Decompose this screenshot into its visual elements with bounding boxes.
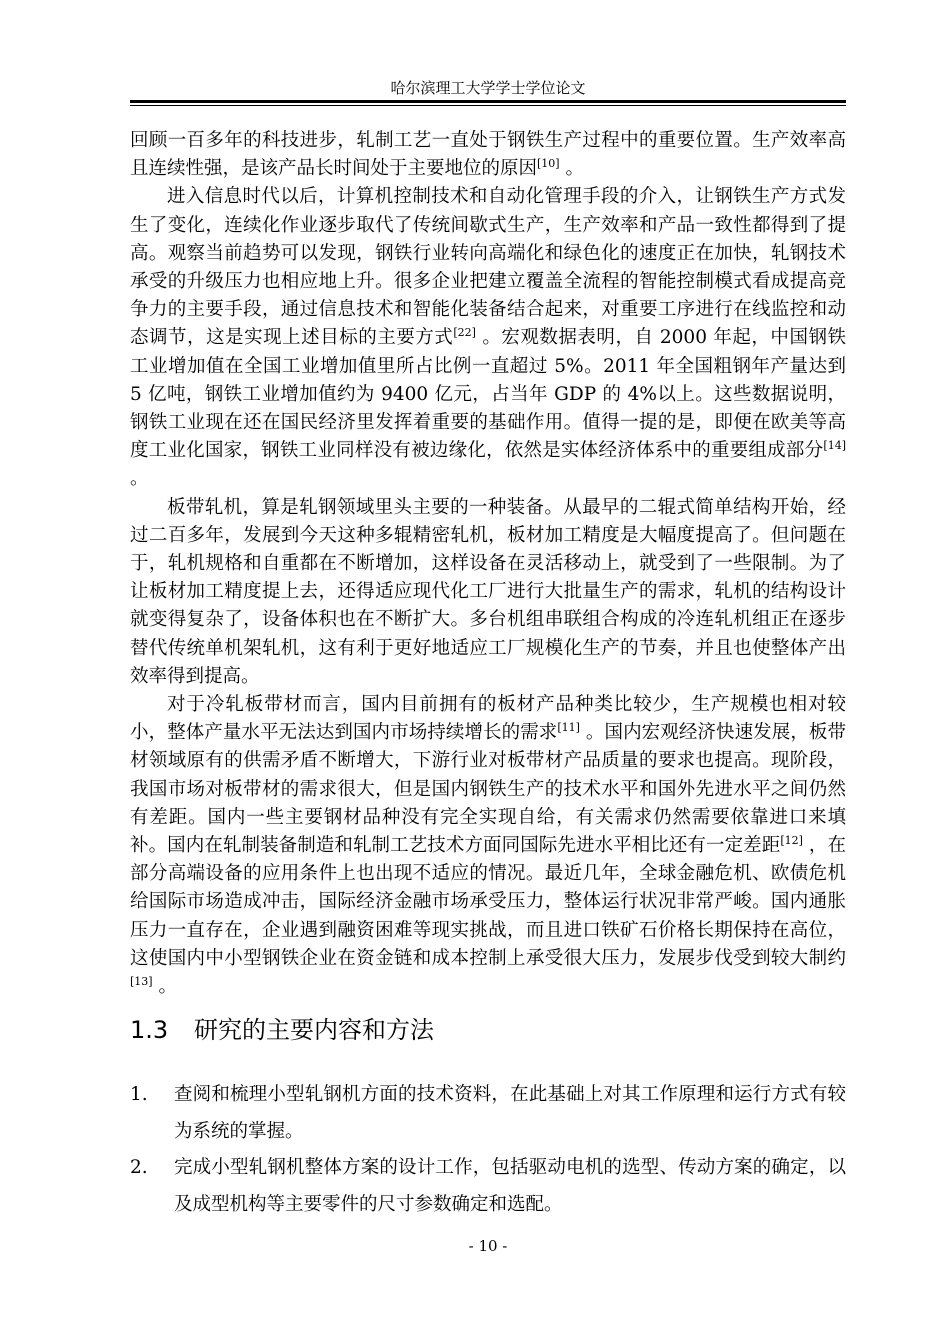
list-item-text: 查阅和梳理小型轧钢机方面的技术资料，在此基础上对其工作原理和运行方式有较为系统的掌握。 — [174, 1084, 846, 1142]
citation-ref: [14] — [823, 439, 846, 453]
citation-ref: [10] — [537, 157, 560, 171]
header-rule-thin — [130, 105, 846, 106]
page-number: - 10 - — [468, 1237, 508, 1255]
body-text — [130, 127, 846, 1001]
paragraph-text: 回顾一百多年的科技进步，轧制工艺一直处于钢铁生产过程中的重要位置。生产效率高且连续性强，是该产品长时间处于主要地位的原因 — [130, 130, 846, 180]
list-item-text: 完成小型轧钢机整体方案的设计工作，包括驱动电机的选型、传动方案的确定，以及成型机构等主要零件的尺寸参数确定和选配。 — [174, 1157, 846, 1215]
paragraph — [130, 127, 846, 183]
section-number: 1.3 — [130, 1016, 169, 1044]
list-item — [130, 1150, 846, 1223]
paragraph-text: 。 — [559, 158, 584, 180]
citation-ref: [11] — [557, 721, 580, 735]
header-rule-thick — [130, 100, 846, 103]
paragraph-text: 板带轧机，算是轧钢领域里头主要的一种装备。从最早的二辊式简单结构开始，经过二百多年，发展到今天这种多辊精密轧机，板材加工精度是大幅度提高了。但问题在于，轧机规格和自重都在不断增加，这样设备在灵活移动上，就受到了一些限制。为了让板材加工精度提上去，还得适应现代化工厂进行大批量生产的需求，轧机的结构设计就变得复杂了，设备体积也在不断扩大。多台机组串联组合构成的冷连轧机组正在逐步替代传统单机架轧机，这有利于更好地适应工厂规模化生产的节奏，并且也使整体产出效率得到提高。 — [130, 496, 846, 687]
paragraph-text: 进入信息时代以后，计算机控制技术和自动化管理手段的介入，让钢铁生产方式发生了变化，连续化作业逐步取代了传统间歇式生产，生产效率和产品一致性都得到了提高。观察当前趋势可以发现，钢铁行业转向高端化和绿色化的速度正在加快，轧钢技术承受的升级压力也相应地上升。很多企业把建立覆盖全流程的智能控制模式看成提高竞争力的主要手段，通过信息技术和智能化装备结合起来，对重要工序进行在线监控和动态调节，这是实现上述目标的主要方式 — [130, 186, 846, 349]
paragraph-text: 。国内宏观经济快速发展，板带材领域原有的供需矛盾不断增大，下游行业对板带材产品质量的要求也提高。现阶段，我国市场对板带材的需求很大，但是国内钢铁生产的技术水平和国外先进水平之间仍然有差距。国内一些主要钢材品种没有完全实现自给，有关需求仍然需要依靠进口来填补。国内在轧制装备制造和轧制工艺技术方面同国际先进水平相比还有一定差距 — [130, 722, 846, 857]
paragraph-text: 。 — [152, 976, 177, 998]
list-item — [130, 1077, 846, 1150]
citation-ref: [12] — [780, 833, 803, 847]
section-heading — [130, 1012, 846, 1048]
paragraph-text: ，在部分高端设备的应用条件上也出现不适应的情况。最近几年，全球金融危机、欧债危机给国际市场造成冲击，国际经济金融市场承受压力，整体运行状况非常严峻。国内通胀压力一直存在，企业遇到融资困难等现实挑战，而且进口铁矿石价格长期保持在高位，这使国内中小型钢铁企业在资金链和成本控制上承受很大压力，发展步伐受到较大制约 — [130, 835, 846, 969]
paragraph — [130, 691, 846, 1001]
paragraph-text: 。宏观数据表明，自 2000 年起，中国钢铁工业增加值在全国工业增加值里所占比例一直超过 5%。2011 年全国粗钢年产量达到 5 亿吨，钢铁工业增加值约为 9400 亿元，占当年 GDP 的 4%以上。这些数据说明，钢铁工业现在还在国民经济里发挥着重要的基础作用。值得一提的是，即便在欧美等高度工业化国家，钢铁工业同样没有被边缘化，依然是实体经济体系中的重要组成部分 — [130, 327, 846, 462]
page-header: 哈尔滨理工大学学士学位论文 — [390, 79, 586, 97]
paragraph-text: 。 — [130, 468, 149, 490]
list-marker: 1. — [130, 1084, 148, 1105]
citation-ref: [13] — [130, 974, 153, 988]
paragraph — [130, 494, 846, 691]
content-list — [130, 1077, 846, 1223]
citation-ref: [22] — [453, 326, 476, 340]
paragraph-text: 对于冷轧板带材而言，国内目前拥有的板材产品种类比较少，生产规模也相对较小，整体产量水平无法达到国内市场持续增长的需求 — [130, 694, 846, 744]
header-rule — [130, 100, 846, 106]
paragraph — [130, 183, 846, 493]
list-marker: 2. — [130, 1157, 148, 1178]
section-title: 研究的主要内容和方法 — [194, 1016, 434, 1044]
